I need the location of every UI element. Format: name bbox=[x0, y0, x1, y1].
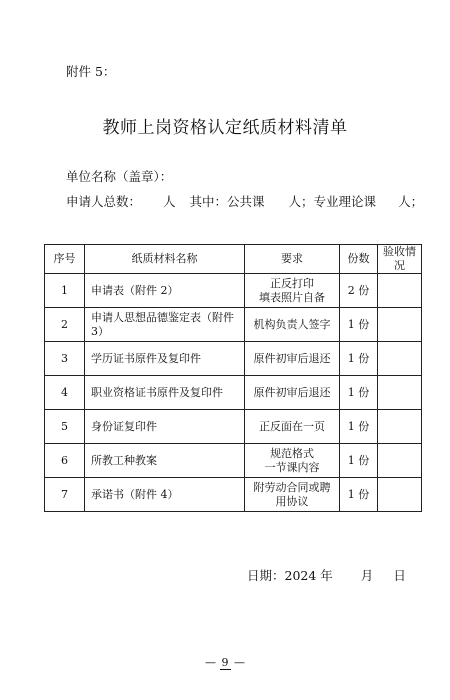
check-status bbox=[378, 274, 422, 308]
table-row bbox=[45, 342, 422, 376]
requirement-line: 原件初审后退还 bbox=[253, 385, 331, 399]
total-label: 申请人总数： bbox=[66, 194, 142, 209]
material-name: 承诺书（附件 4） bbox=[85, 478, 245, 512]
check-status bbox=[378, 308, 422, 342]
material-name: 所教工种教案 bbox=[85, 444, 245, 478]
requirement bbox=[245, 444, 340, 478]
requirement bbox=[245, 410, 340, 444]
count-end: 人； bbox=[398, 194, 424, 209]
row-number: 5 bbox=[45, 410, 85, 444]
copies: 1 份 bbox=[340, 410, 378, 444]
requirement-line: 正反面在一页 bbox=[259, 419, 325, 433]
date-line bbox=[247, 566, 406, 584]
row-number: 4 bbox=[45, 376, 85, 410]
header-cell: 份数 bbox=[340, 245, 378, 274]
materials-table bbox=[44, 244, 422, 512]
requirement bbox=[245, 274, 340, 308]
requirement-line: 填表照片自备 bbox=[259, 290, 325, 304]
row-number: 7 bbox=[45, 478, 85, 512]
material-name: 学历证书原件及复印件 bbox=[85, 342, 245, 376]
check-status bbox=[378, 444, 422, 478]
table-header-row bbox=[45, 245, 422, 274]
requirement-line: 原件初审后退还 bbox=[253, 351, 331, 365]
page-number: — 9 — bbox=[205, 656, 245, 669]
requirement-line: 一节课内容 bbox=[264, 460, 320, 474]
copies: 1 份 bbox=[340, 376, 378, 410]
header-cell: 验收情况 bbox=[378, 245, 422, 274]
material-name: 申请表（附件 2） bbox=[85, 274, 245, 308]
person-unit: 人 bbox=[163, 194, 176, 209]
row-number: 2 bbox=[45, 308, 85, 342]
check-status bbox=[378, 376, 422, 410]
table-row bbox=[45, 308, 422, 342]
requirement-line: 正反打印 bbox=[270, 276, 314, 290]
date-month: 月 bbox=[360, 568, 374, 583]
date-label: 日期：2024 年 bbox=[247, 568, 333, 583]
table-row bbox=[45, 410, 422, 444]
header-cell: 要求 bbox=[245, 245, 340, 274]
copies: 2 份 bbox=[340, 274, 378, 308]
copies: 1 份 bbox=[340, 478, 378, 512]
check-status bbox=[378, 410, 422, 444]
check-status bbox=[378, 342, 422, 376]
requirement bbox=[245, 376, 340, 410]
requirement bbox=[245, 342, 340, 376]
requirement-line: 用协议 bbox=[275, 494, 309, 508]
table-row bbox=[45, 376, 422, 410]
table-row bbox=[45, 478, 422, 512]
among-label: 其中：公共课 bbox=[189, 194, 265, 209]
material-name: 身份证复印件 bbox=[85, 410, 245, 444]
material-name: 职业资格证书原件及复印件 bbox=[85, 376, 245, 410]
requirement-line: 机构负责人签字 bbox=[253, 317, 331, 331]
requirement bbox=[245, 478, 340, 512]
table-row bbox=[45, 444, 422, 478]
attachment-label: 附件 5： bbox=[66, 64, 116, 79]
unit-name-line: 单位名称（盖章）： bbox=[66, 169, 173, 184]
material-name: 申请人思想品德鉴定表（附件 3） bbox=[85, 308, 245, 342]
copies: 1 份 bbox=[340, 342, 378, 376]
page-number-value: 9 bbox=[221, 656, 229, 669]
copies: 1 份 bbox=[340, 308, 378, 342]
requirement-line: 附劳动合同或聘 bbox=[253, 480, 331, 494]
document-title: 教师上岗资格认定纸质材料清单 bbox=[102, 118, 348, 138]
requirement bbox=[245, 308, 340, 342]
header-cell: 序号 bbox=[45, 245, 85, 274]
row-number: 3 bbox=[45, 342, 85, 376]
copies: 1 份 bbox=[340, 444, 378, 478]
table-row bbox=[45, 274, 422, 308]
public-suffix: 人；专业理论课 bbox=[288, 194, 377, 209]
header-cell: 纸质材料名称 bbox=[85, 245, 245, 274]
check-status bbox=[378, 478, 422, 512]
applicant-count-line bbox=[66, 192, 423, 210]
row-number: 6 bbox=[45, 444, 85, 478]
row-number: 1 bbox=[45, 274, 85, 308]
date-day: 日 bbox=[393, 568, 406, 583]
requirement-line: 规范格式 bbox=[270, 446, 314, 460]
